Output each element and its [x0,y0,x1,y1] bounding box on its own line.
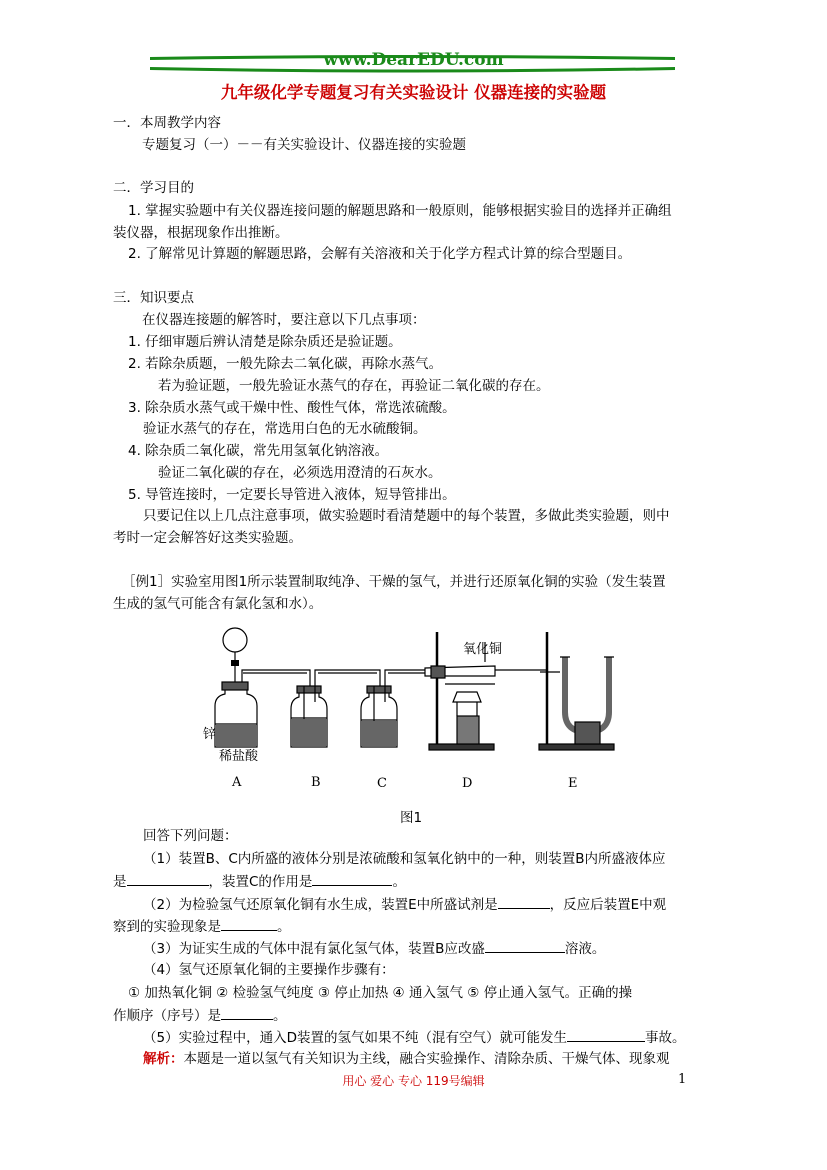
q3-answer-blank[interactable] [485,938,565,953]
point-2-b: 若为验证题，一般先验证水蒸气的存在，再验证二氧化碳的存在。 [158,378,550,394]
label-copper-oxide: 氧化铜 [463,642,503,657]
page-title: 九年级化学专题复习有关实验设计 仪器连接的实验题 [220,83,607,102]
q1-answer-blank-1[interactable] [127,871,209,886]
point-1: 1. 仔细审题后辨认清楚是除杂质还是验证题。 [128,334,402,350]
example-intro-2: 生成的氢气可能含有氯化氢和水）。 [113,596,323,612]
point-3: 3. 除杂质水蒸气或干燥中性、酸性气体，常选浓硫酸。 [128,400,456,416]
question-5 [143,1027,685,1048]
q1-answer-blank-2[interactable] [312,871,392,886]
label-hydrochloric-acid: 稀盐酸 [219,749,259,764]
point-3-b: 验证水蒸气的存在，常选用白色的无水硫酸铜。 [143,421,427,437]
analysis [143,1049,670,1069]
section-1-text: 专题复习（一）－－有关实验设计、仪器连接的实验题 [142,137,466,153]
q1-text-1: 是 [113,874,127,890]
question-1a: （1）装置B、C内所盛的液体分别是浓硫酸和氢氧化钠中的一种，则装置B内所盛液体应 [143,851,666,867]
point-4: 4. 除杂质二氧化碳，常先用氢氧化钠溶液。 [128,443,389,459]
q1-text-2: ，装置C的作用是 [208,874,313,890]
summary-line-2: 考时一定会解答好这类实验题。 [113,530,302,546]
section-2-heading: 二．学习目的 [113,180,194,196]
q2-text-2: ，反应后装置E中观 [549,897,667,913]
q4-answer-blank[interactable] [221,1005,273,1020]
section-2-item-2: 2. 了解常见计算题的解题思路，会解有关溶液和关于化学方程式计算的综合型题目。 [128,246,632,262]
q2-answer-blank-1[interactable] [498,894,550,909]
section-2-item-1b: 装仪器，根据现象作出推断。 [113,225,289,241]
q2-answer-blank-2[interactable] [221,916,277,931]
q5-answer-blank[interactable] [567,1027,645,1042]
q4-text-2: 。 [273,1008,287,1024]
label-a: A [232,775,242,790]
point-5: 5. 导管连接时，一定要长导管进入液体，短导管排出。 [128,487,456,503]
label-d: D [462,776,473,791]
site-banner: www.DearEDU.com [323,50,504,70]
analysis-text: 本题是一道以氢气有关知识为主线，融合实验操作、清除杂质、干燥气体、现象观 [183,1051,670,1067]
label-b: B [311,775,321,790]
label-e: E [568,776,578,791]
q2-text-3: 察到的实验现象是 [113,919,221,935]
summary-line-1: 只要记住以上几点注意事项，做实验题时看清楚题中的每个装置，多做此类实验题，则中 [143,508,670,524]
figure-caption: 图1 [400,810,423,826]
separatory-funnel [223,628,247,652]
q3-text-1: （3）为证实生成的气体中混有氯化氢气体，装置B应改盛 [143,941,485,957]
q4-text-1: 作顺序（序号）是 [113,1008,221,1024]
question-4b: ① 加热氧化铜 ② 检验氢气纯度 ③ 停止加热 ④ 通入氢气 ⑤ 停止通入氢气。正确的操 [128,985,633,1001]
question-3 [143,938,605,959]
point-4-b: 验证二氧化碳的存在，必须选用澄清的石灰水。 [158,465,442,481]
q5-text-2: 事故。 [644,1030,686,1046]
page-number: 1 [678,1072,687,1087]
apparatus-figure [195,622,635,797]
label-c: C [377,776,387,791]
question-2a [143,894,666,915]
q3-text-2: 溶液。 [564,941,606,957]
q5-text-1: （5）实验过程中，通入D装置的氢气如果不纯（混有空气）就可能发生 [143,1030,567,1046]
q1-text-3: 。 [392,874,406,890]
section-1-heading: 一．本周教学内容 [113,115,221,131]
q2-text-1: （2）为检验氢气还原氧化铜有水生成，装置E中所盛试剂是 [143,897,498,913]
section-3-heading: 三．知识要点 [113,290,194,306]
question-1b [113,871,406,892]
label-zinc: 锌 [203,727,217,742]
section-3-intro: 在仪器连接题的解答时，要注意以下几点事项： [142,312,426,328]
point-2: 2. 若除杂质题，一般先除去二氧化碳，再除水蒸气。 [128,356,443,372]
question-4c [113,1005,287,1026]
example-intro-1: ［例1］实验室用图1所示装置制取纯净、干燥的氢气，并进行还原氧化铜的实验（发生装置 [122,574,666,590]
section-2-item-1a: 1. 掌握实验题中有关仪器连接问题的解题思路和一般原则，能够根据实验目的选择并正确组 [128,203,672,219]
footer-text: 用心 爱心 专心 119号编辑 [342,1074,485,1088]
question-4a: （4）氢气还原氧化铜的主要操作步骤有： [143,962,395,978]
q2-text-4: 。 [277,919,291,935]
u-tube [565,657,609,732]
analysis-label: 解析： [143,1051,184,1067]
questions-prompt: 回答下列问题： [143,828,238,844]
question-2b [113,916,291,937]
